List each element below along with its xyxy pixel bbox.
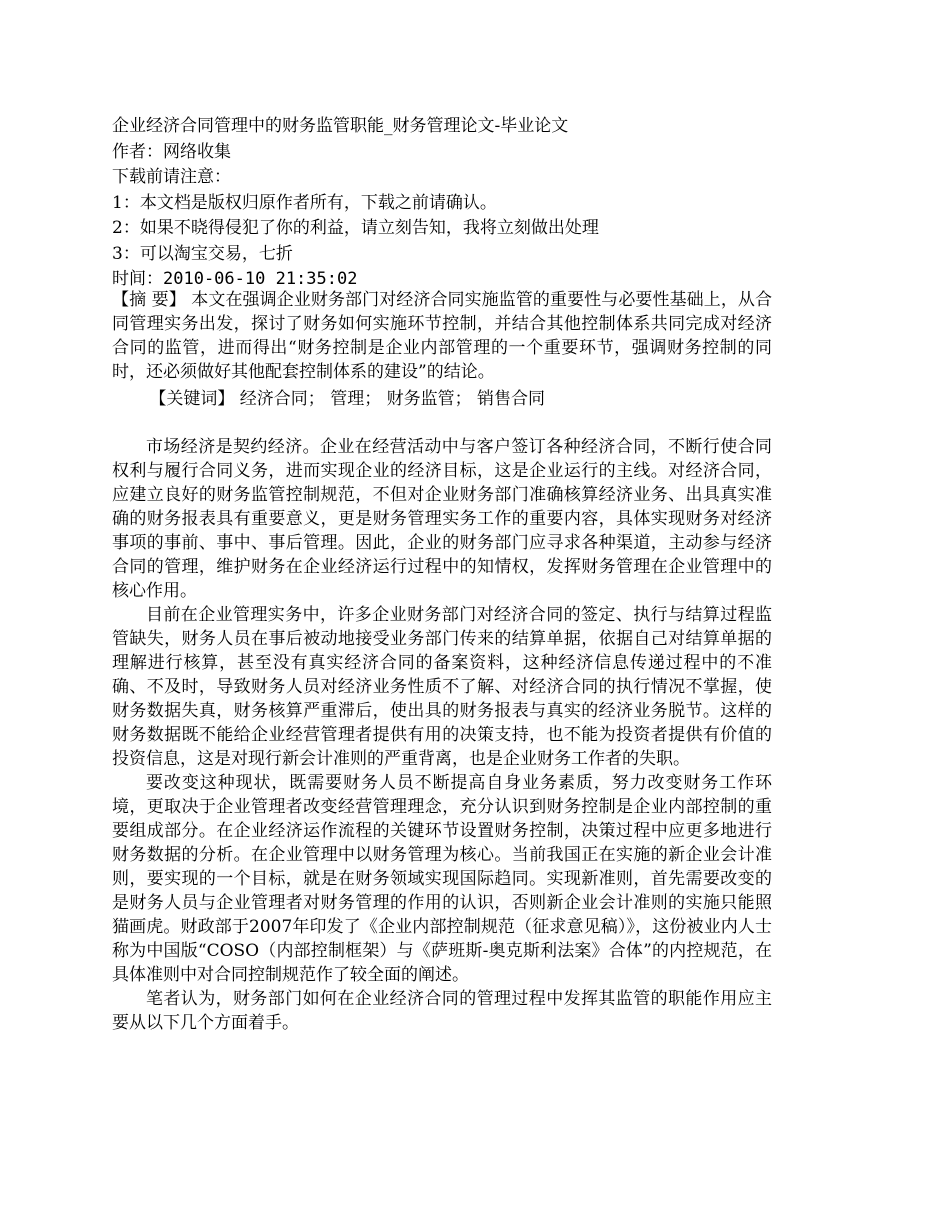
body-paragraph-4: 笔者认为，财务部门如何在企业经济合同的管理过程中发挥其监管的职能作用应主要从以下几个方面着手。 bbox=[112, 989, 772, 1033]
timestamp: 时间：2010-06-10 21:35:02 bbox=[112, 269, 358, 289]
document-header bbox=[112, 114, 792, 293]
keywords: 【关键词】 经济合同； 管理； 财务监管； 销售合同 bbox=[149, 389, 546, 409]
body-paragraph-2: 目前在企业管理实务中，许多企业财务部门对经济合同的签定、执行与结算过程监管缺失，财务人员在事后被动地接受业务部门传来的结算单据，依据自己对结算单据的理解进行核算，甚至没有真实经济合同的备案资料，这种经济信息传递过程中的不准确、不及时，导致财务人员对经济业务性质不了解、对经济合同的执行情况不掌握，使财务数据失真，财务核算严重滞后，使出具的财务报表与真实的经济业务脱节。这样的财务数据既不能给企业经营管理者提供有用的决策支持，也不能为投资者提供有价值的投资信息，这是对现行新会计准则的严重背离，也是企业财务工作者的失职。 bbox=[112, 605, 772, 769]
notice-item-3: 3：可以淘宝交易，七折 bbox=[112, 243, 293, 264]
abstract: 【摘 要】 本文在强调企业财务部门对经济合同实施监管的重要性与必要性基础上，从合同管理实务出发，探讨了财务如何实施环节控制，并结合其他控制体系共同完成对经济合同的监管，进而得出“财务控制是企业内部管理的一个重要环节，强调财务控制的同时，还必须做好其他配套控制体系的建设”的结论。 bbox=[112, 290, 772, 382]
body-paragraph-1: 市场经济是契约经济。企业在经营活动中与客户签订各种经济合同，不断行使合同权利与履行合同义务，进而实现企业的经济目标，这是企业运行的主线。对经济合同，应建立良好的财务监管控制规范，不但对企业财务部门准确核算经济业务、出具真实准确的财务报表具有重要意义，更是财务管理实务工作的重要内容，具体实现财务对经济事项的事前、事中、事后管理。因此，企业的财务部门应寻求各种渠道，主动参与经济合同的管理，维护财务在企业经济运行过程中的知情权，发挥财务管理在企业管理中的核心作用。 bbox=[112, 437, 772, 601]
article-body bbox=[112, 288, 772, 1035]
document-title: 企业经济合同管理中的财务监管职能_财务管理论文-毕业论文 bbox=[112, 116, 569, 136]
notice-item-2: 2：如果不晓得侵犯了你的利益，请立刻告知，我将立刻做出处理 bbox=[112, 218, 599, 238]
paragraph-gap bbox=[112, 411, 772, 435]
notice-item-1: 1：本文档是版权归原作者所有，下载之前请确认。 bbox=[112, 192, 497, 213]
author-line: 作者：网络收集 bbox=[112, 141, 231, 162]
notice-heading: 下载前请注意： bbox=[112, 167, 231, 187]
body-paragraph-3: 要改变这种现状，既需要财务人员不断提高自身业务素质，努力改变财务工作环境，更取决于企业管理者改变经营管理理念，充分认识到财务控制是企业内部控制的重要组成部分。在企业经济运作流程的关键环节设置财务控制，决策过程中应更多地进行财务数据的分析。在企业管理中以财务管理为核心。当前我国正在实施的新企业会计准则，要实现的一个目标，就是在财务领域实现国际趋同。实现新准则，首先需要改变的是财务人员与企业管理者对财务管理的作用的认识，否则新企业会计准则的实施只能照猫画虎。财政部于2007年印发了《企业内部控制规范（征求意见稿）》，这份被业内人士称为中国版“COSO（内部控制框架）与《萨班斯-奥克斯利法案》合体”的内控规范，在具体准则中对合同控制规范作了较全面的阐述。 bbox=[112, 773, 772, 985]
